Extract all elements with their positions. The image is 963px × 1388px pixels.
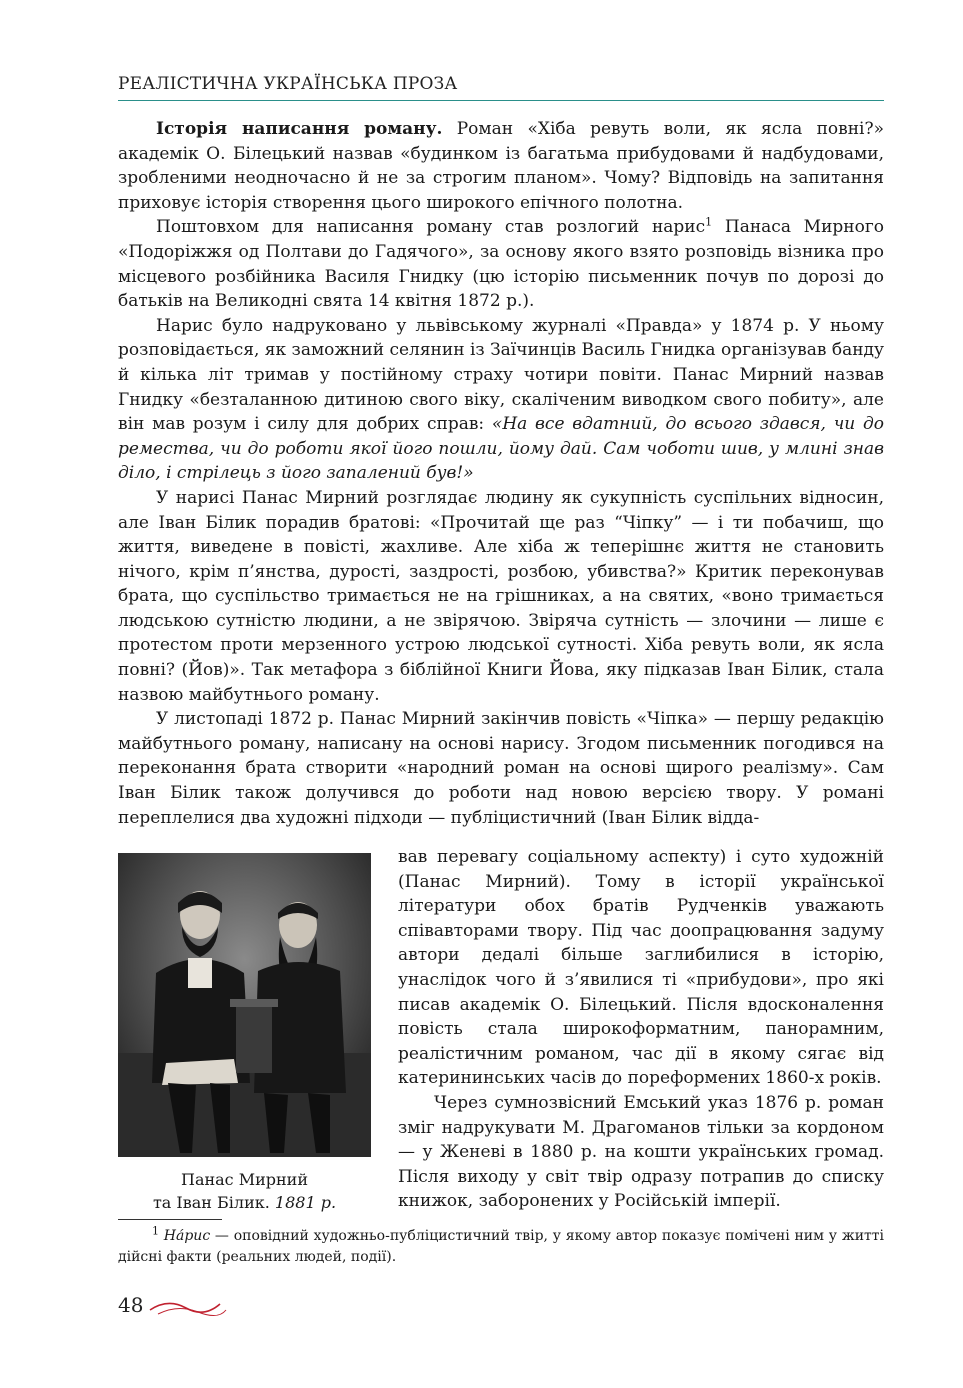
running-header: РЕАЛІСТИЧНА УКРАЇНСЬКА ПРОЗА: [118, 74, 458, 94]
paragraph-1: [118, 117, 884, 215]
portrait-illustration: [118, 853, 371, 1157]
paragraph-6: Через сумнозвісний Емський указ 1876 р. роман зміг надрукувати М. Драгоманов тільки за кордоном — у Женеві в 1880 р. на кошти українських громад. Після виходу у світ твір одразу потрапив до списку книжок, заборонених у Російській імперії.: [398, 1092, 884, 1212]
caption-names: та Іван Білик.: [152, 1193, 270, 1212]
portrait-photo: [118, 853, 371, 1157]
section-lead: Історія написання роману.: [156, 119, 443, 139]
footnote-text: — оповідний художньо-публіцистичний твір, у якому автор показує помічені ним у житті дійсні факти (реальних людей, події).: [118, 1228, 884, 1265]
side-text: [398, 845, 884, 1214]
footnote-number: 1: [152, 1224, 159, 1238]
paragraph-3: [118, 314, 884, 486]
paragraph-2-text-b: Панаса Мирного «Подоріжжя од Полтави до Гадячого», за основу якого взято розповідь візника про місцевого розбійника Василя Гнидку (цю історію письменник почув по дорозі до батьків на Великодні свята 14 квітня 1872 р.).: [118, 217, 884, 312]
page-number: 48: [118, 1293, 144, 1317]
decorative-flourish-icon: [148, 1296, 228, 1318]
header-rule: [118, 100, 884, 101]
paragraph-4: У нарисі Панас Мирний розглядає людину як сукупність суспільних відносин, але Іван Білик порадив братові: «Прочитай ще раз “Чіпку” — і ти побачиш, що життя, виведене в повісті, жахливе. Але хіба ж теперішнє життя не становить нічого, крім п’янства, дурості, заздрості, розбою, убивства?» Критик переконував брата, що суспільство тримається не на грішниках, а на святих, «воно тримається людською сутністю людини, а не звірячою. Звіряча сутність — злочини — лише є протестом проти мерзенного устрою людської сутності. Хіба ревуть воли, як ясла повні? (Йов)». Так метафора з біблійної Книги Йова, яку підказав Іван Білик, стала назвою майбутнього роману.: [118, 487, 884, 705]
paragraph-5: У листопаді 1872 р. Панас Мирний закінчив повість «Чіпка» — першу редакцію майбутнього роману, написану на основі нарису. Згодом письменник погодився на переконання брата створити «народний роман на основі щирого реалізму». Сам Іван Білик також долучився до роботи над новою версією твору. У романі переплелися два художні підходи — публіцистичний (Іван Білик відда-: [118, 709, 884, 828]
footnote-term: На́рис: [163, 1228, 211, 1244]
footnote-marker: 1: [705, 215, 713, 229]
paragraph-1-text: Роман «Хіба ревуть воли, як ясла повні?» академік О. Білецький назвав «будинком із багатьма прибудовами й надбудовами, зробленими неодночасно й не за строгим планом». Чому? Відповідь на запитання приховує історія створення цього широкого епічного полотна.: [118, 119, 884, 213]
paragraph-5-continued: вав перевагу соціальному аспекту) і суто художній (Панас Мирний). Тому в історії української літератури обох братів Рудченків уважають співавторами твору. Під час доопрацювання задуму автори дедалі більше заглибилися в історію, унаслідок чого й з’явилися ті «прибудови», про які писав академік О. Білецький. Після вдосконалення повість стала широкоформатним, панорамним, реалістичним романом, час дії в якому сягає від катерининських часів до пореформених 1860-х років.: [398, 847, 884, 1089]
italic-quote: «На все вдатний, до всього здався, чи до ремества, чи до роботи якої його пошли, йому дай. Сам чоботи шив, у млині знав діло, і стрілець з його запалений був!»: [118, 414, 884, 484]
main-text: [118, 117, 884, 830]
paragraph-2-text-a: Поштовхом для написання роману став розлогий нарис: [156, 217, 706, 238]
caption-line-2: [118, 1191, 371, 1214]
paragraph-3-text: Нарис було надруковано у львівському журналі «Правда» у 1874 р. У ньому розповідається, як заможний селянин із Заїчинців Василь Гнидка організував банду й кілька літ тримав у постійному страху чотири повіти. Панас Мирний назвав Гнидку «безталанною дитиною свого віку, скаліченим виводком свого побиту», але він мав розум і силу для добрих справ:: [118, 315, 885, 435]
caption-year: 1881 р.: [274, 1193, 337, 1212]
footnote-rule: [118, 1219, 222, 1220]
caption-line-1: Панас Мирний: [180, 1170, 309, 1189]
paragraph-2: [118, 215, 884, 313]
footnote: [118, 1226, 884, 1268]
photo-caption: [118, 1168, 371, 1214]
